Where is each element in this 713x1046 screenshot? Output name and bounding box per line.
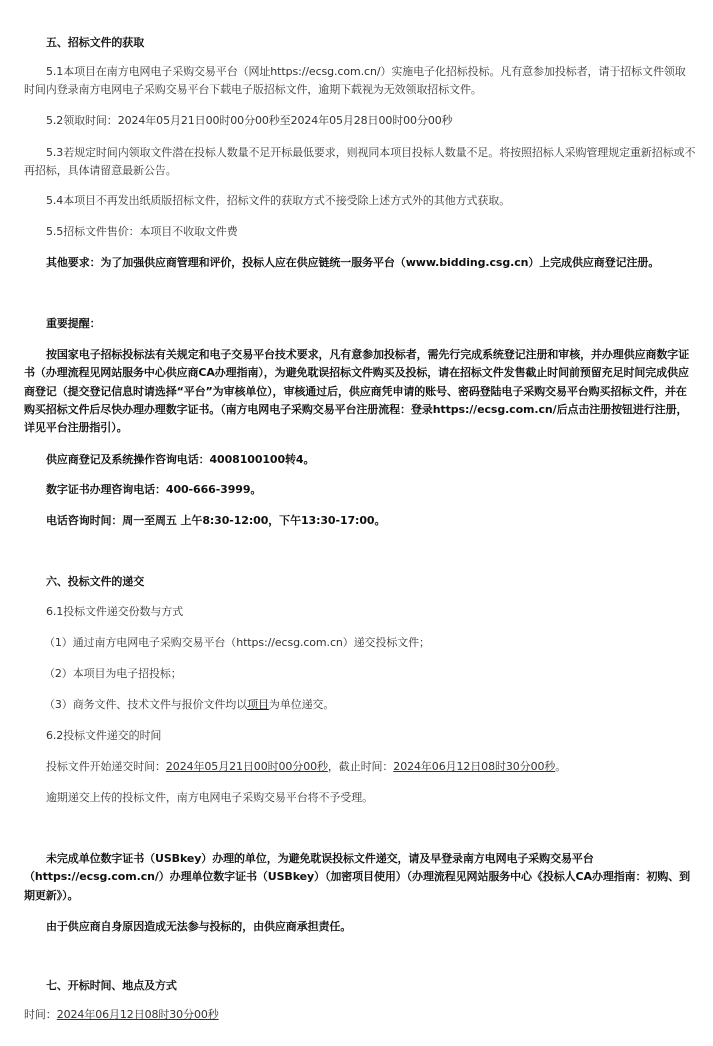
late-notice: 逾期递交上传的投标文件，南方电网电子采购交易平台将不予受理。: [46, 791, 373, 804]
opening-time: [24, 1006, 696, 1024]
item-3-underlined: 项目: [247, 698, 269, 711]
item-3-text: （3）商务文件、技术文件与报价文件均以: [44, 698, 248, 711]
item-3-suffix: 为单位递交。: [268, 698, 335, 711]
section-5-heading: 五、招标文件的获取: [46, 36, 145, 49]
opening-time-value: 2024年06月12日08时30分00秒: [56, 1008, 219, 1021]
item-3: [24, 696, 696, 714]
section-7-heading: 七、开标时间、地点及方式: [46, 979, 177, 992]
paragraph-6-1: 6.1投标文件递交份数与方式: [46, 605, 184, 618]
submission-time: [24, 758, 696, 776]
phone-hours: 电话咨询时间：周一至周五 上午8:30-12:00，下午13:30-17:00。: [46, 514, 386, 527]
paragraph-5-2: 5.2领取时间：2024年05月21日00时00分00秒至2024年05月28日00时00分00秒: [46, 114, 453, 127]
submission-start: 2024年05月21日00时00分00秒: [165, 760, 328, 773]
certificate-phone: 数字证书办理咨询电话：400-666-3999。: [46, 483, 262, 496]
paragraph-5-1: 5.1本项目在南方电网电子采购交易平台（网址https://ecsg.com.cn/）实施电子化招标投标。凡有意参加投标者，请于招标文件领取时间内登录南方电网电子采购交易平台下载电子版招标文件，逾期下载视为无效领取招标文件。: [24, 65, 686, 97]
submission-period: 。: [555, 760, 567, 773]
submission-deadline: 2024年06月12日08时30分00秒: [393, 760, 556, 773]
usbkey-notice: 未完成单位数字证书（USBkey）办理的单位，为避免耽误投标文件递交，请及早登录南方电网电子采购交易平台（https://ecsg.com.cn/）办理单位数字证书（USBkey）（加密项目使用）（办理流程见网站服务中心《投标人CA办理指南：初购、到期更新》）。: [24, 852, 691, 902]
paragraph-6-2: 6.2投标文件递交的时间: [46, 729, 162, 742]
section-6-heading: 六、投标文件的递交: [46, 575, 145, 588]
submission-deadline-label: ，截止时间：: [327, 760, 394, 773]
paragraph-5-5: 5.5招标文件售价：本项目不收取文件费: [46, 225, 238, 238]
registration-phone: 供应商登记及系统操作咨询电话：4008100100转4。: [46, 453, 315, 466]
reminder-heading: 重要提醒：: [46, 317, 101, 330]
item-2: （2）本项目为电子招投标；: [44, 667, 182, 680]
paragraph-5-4: 5.4本项目不再发出纸质版招标文件，招标文件的获取方式不接受除上述方式外的其他方式获取。: [46, 194, 511, 207]
liability-notice: 由于供应商自身原因造成无法参与投标的，由供应商承担责任。: [46, 920, 352, 933]
reminder-body: 按国家电子招标投标法有关规定和电子交易平台技术要求，凡有意参加投标者，需先行完成系统登记注册和审核，并办理供应商数字证书（办理流程见网站服务中心供应商CA办理指南），为避免耽误招标文件购买及投标，请在招标文件发售截止时间前预留充足时间完成供应商登记（提交登记信息时请选择“平台”为审核单位），审核通过后，供应商凭申请的账号、密码登陆电子采购交易平台购买招标文件，并在购买招标文件后尽快办理办理数字证书。（南方电网电子采购交易平台注册流程：登录https://ecsg.com.cn/后点击注册按钮进行注册，详见平台注册指引）。: [24, 348, 690, 435]
other-requirements: 其他要求：为了加强供应商管理和评价，投标人应在供应链统一服务平台（www.bidding.csg.cn）上完成供应商登记注册。: [46, 256, 660, 269]
paragraph-5-3: 5.3若规定时间内领取文件潜在投标人数量不足开标最低要求，则视同本项目投标人数量不足。将按照招标人采购管理规定重新招标或不再招标，具体请留意最新公告。: [24, 146, 696, 178]
item-1: （1）通过南方电网电子采购交易平台（https://ecsg.com.cn）递交投标文件；: [44, 636, 430, 649]
submission-time-label: 投标文件开始递交时间：: [46, 760, 166, 773]
opening-time-label: 时间：: [24, 1008, 57, 1021]
